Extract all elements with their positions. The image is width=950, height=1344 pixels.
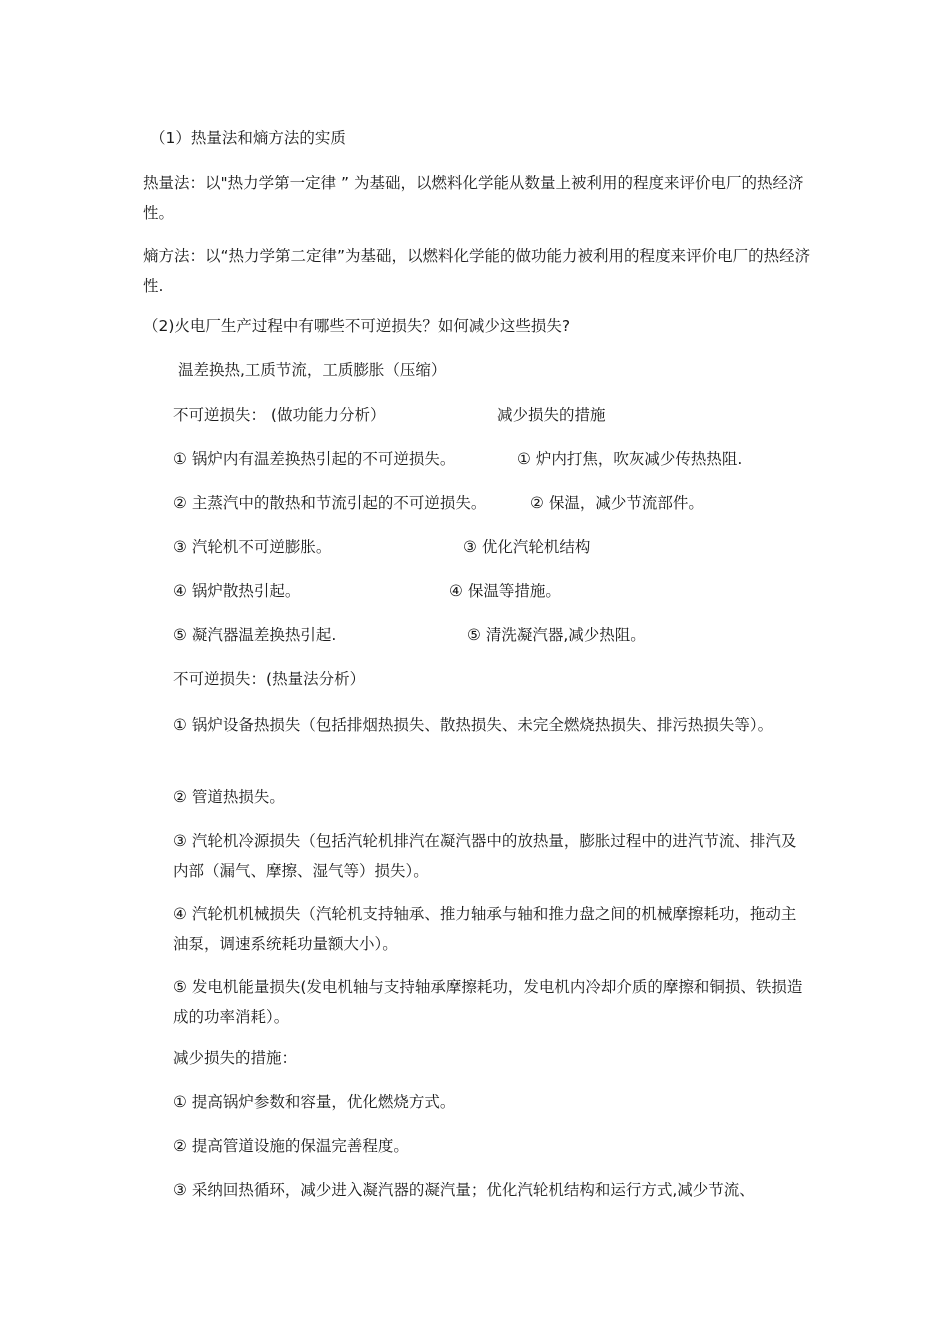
irreversible-loss-header: 不可逆损失： (做功能力分析） <box>173 406 386 424</box>
heat-header-method: 热量法分析） <box>272 670 366 688</box>
loss-item: ② 主蒸汽中的散热和节流引起的不可逆损失。 <box>173 494 487 512</box>
measure-item: ⑤ 清洗凝汽器,减少热阻。 <box>467 626 646 644</box>
measures-header: 减少损失的措施： <box>173 1049 298 1067</box>
heat-loss-item: ② 管道热损失。 <box>173 788 285 806</box>
heat-method-paragraph: 热量法：以"热力学第一定律 ” 为基础，以燃料化学能从数量上被利用的程度来评价电厂的热经济性。 <box>143 174 804 222</box>
heat-header-prefix: 不可逆损失：( <box>173 670 273 688</box>
loss-item: ① 锅炉内有温差换热引起的不可逆损失。 <box>173 450 456 468</box>
measure-item: ③ 优化汽轮机结构 <box>463 538 591 556</box>
heat-method-losses-header <box>173 668 365 690</box>
section-1-heading: （1）热量法和熵方法的实质 <box>150 129 346 147</box>
heat-loss-item: ③ 汽轮机冷源损失（包括汽轮机排汽在凝汽器中的放热量，膨胀过程中的进汽节流、排汽及内部（漏气、摩擦、湿气等）损失）。 <box>173 832 797 880</box>
entropy-method-paragraph: 熵方法：以“热力学第二定律”为基础，以燃料化学能的做功能力被利用的程度来评价电厂的热经济性. <box>143 247 811 295</box>
measure-list-item: ② 提高管道设施的保温完善程度。 <box>173 1137 409 1155</box>
heat-loss-item: ⑤ 发电机能量损失(发电机轴与支持轴承摩擦耗功，发电机内冷却介质的摩擦和铜损、铁损造成的功率消耗）。 <box>173 978 803 1026</box>
measure-item: ④ 保温等措施。 <box>449 582 561 600</box>
section-2-question: （2)火电厂生产过程中有哪些不可逆损失？如何减少这些损失? <box>143 317 571 335</box>
measure-item: ① 炉内打焦，吹灰减少传热热阻. <box>517 450 743 468</box>
heat-loss-item: ① 锅炉设备热损失（包括排烟热损失、散热损失、未完全燃烧热损失、排污热损失等）。 <box>173 716 774 734</box>
loss-item: ③ 汽轮机不可逆膨胀。 <box>173 538 332 556</box>
heat-loss-item: ④ 汽轮机机械损失（汽轮机支持轴承、推力轴承与轴和推力盘之间的机械摩擦耗功，拖动主油泵，调速系统耗功量额大小）。 <box>173 905 797 953</box>
measure-list-item: ① 提高锅炉参数和容量，优化燃烧方式。 <box>173 1093 456 1111</box>
loss-item: ⑤ 凝汽器温差换热引起. <box>173 626 337 644</box>
loss-types-intro: 温差换热,工质节流，工质膨胀（压缩） <box>178 361 447 379</box>
measure-list-item: ③ 采纳回热循环，减少进入凝汽器的凝汽量；优化汽轮机结构和运行方式,减少节流、 <box>173 1181 755 1199</box>
loss-item: ④ 锅炉散热引起。 <box>173 582 301 600</box>
measure-item: ② 保温，减少节流部件。 <box>530 494 704 512</box>
reduction-measures-header: 减少损失的措施 <box>497 406 606 424</box>
